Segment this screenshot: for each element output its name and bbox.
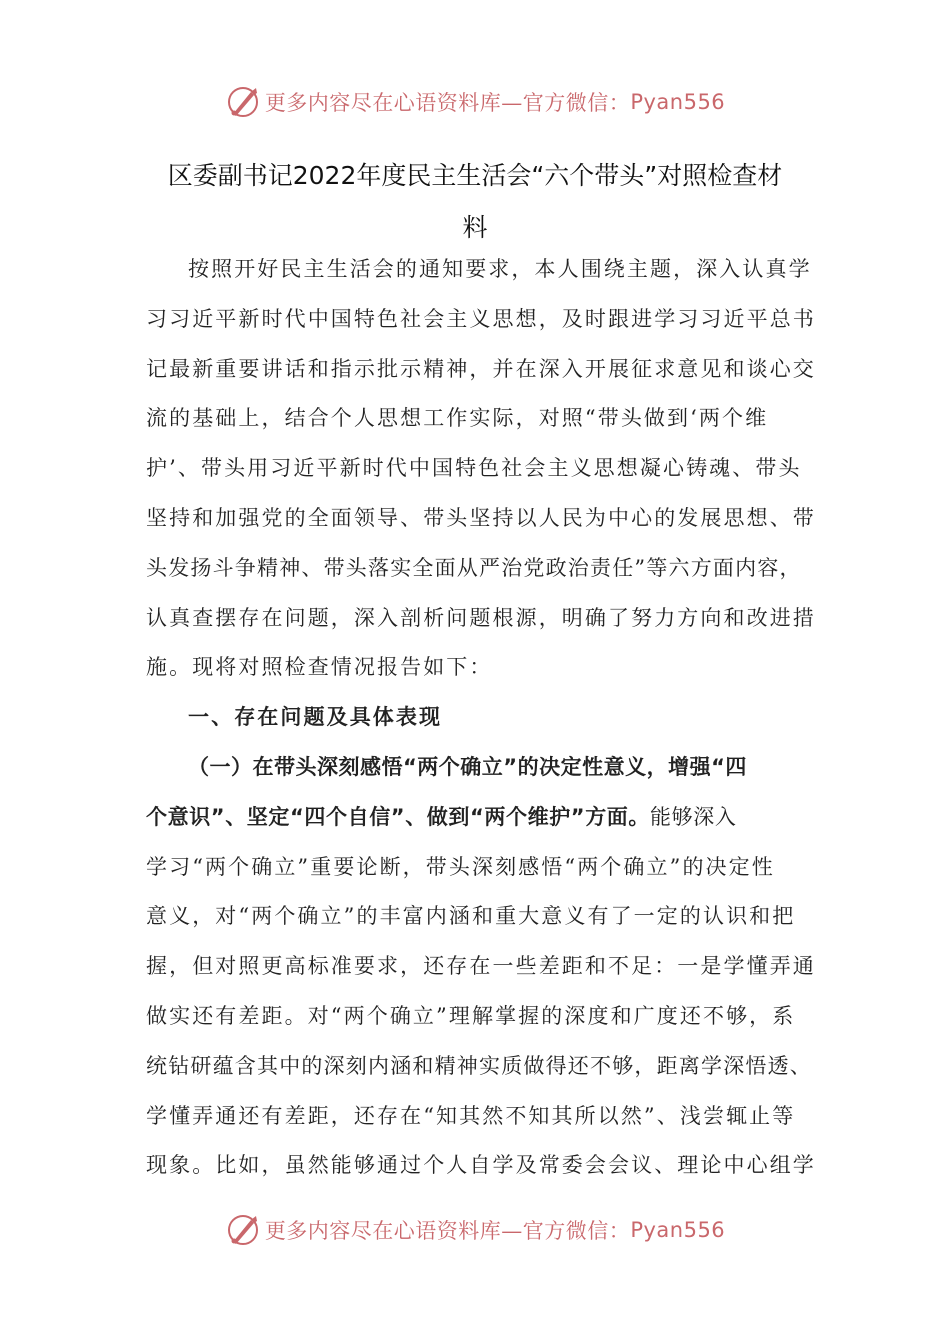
intro-line: 坚持和加强党的全面领导、带头坚持以人民为中心的发展思想、带 (146, 505, 816, 530)
intro-line: 记最新重要讲话和指示批示精神，并在深入开展征求意见和谈心交 (146, 356, 816, 381)
intro-line: 认真查摆存在问题，深入剖析问题根源，明确了努力方向和改进措 (146, 605, 816, 630)
title-line-2: 料 (462, 213, 488, 242)
watermark-banner-bottom (0, 1208, 950, 1252)
body-line: 现象。比如，虽然能够通过个人自学及常委会会议、理论中心组学 (146, 1153, 816, 1178)
intro-line: 施。现将对照检查情况报告如下： (146, 655, 493, 680)
intro-line: 按照开好民主生活会的通知要求，本人围绕主题，深入认真学 (188, 257, 812, 281)
watermark-text: 更多内容尽在心语资料库—官方微信： (264, 91, 631, 115)
subsection-heading-line-1: （一）在带头深刻感悟“两个确立”的决定性意义，增强“四 (188, 754, 747, 779)
quill-pen-icon (225, 84, 261, 120)
document-title (0, 150, 950, 254)
watermark-wechat-id: Pyan556 (630, 1218, 726, 1242)
body-line: 握，但对照更高标准要求，还存在一些差距和不足：一是学懂弄通 (146, 954, 816, 979)
section-heading: 一、存在问题及具体表现 (188, 705, 443, 730)
body-line: 统钻研蕴含其中的深刻内涵和精神实质做得还不够，距离学深悟透、 (146, 1053, 812, 1078)
title-line-1: 区委副书记2022年度民主生活会“六个带头”对照检查材 (167, 161, 783, 190)
subsection-heading-bold: 个意识”、坚定“四个自信”、做到“两个维护”方面。 (146, 804, 651, 829)
body-line: 做实还有差距。对“两个确立”理解掌握的深度和广度还不够，系 (146, 1003, 796, 1028)
intro-line: 习习近平新时代中国特色社会主义思想，及时跟进学习习近平总书 (146, 306, 816, 331)
document-body (146, 245, 816, 1191)
body-line: 意义，对“两个确立”的丰富内涵和重大意义有了一定的认识和把 (146, 904, 796, 929)
watermark-banner-top (0, 80, 950, 124)
watermark-text: 更多内容尽在心语资料库—官方微信： (264, 1219, 631, 1243)
intro-line: 头发扬斗争精神、带头落实全面从严治党政治责任”等六方面内容， (146, 555, 802, 580)
intro-line: 护’、带头用习近平新时代中国特色社会主义思想凝心铸魂、带头 (146, 456, 802, 481)
subsection-heading-rest: 能够深入 (650, 804, 737, 829)
quill-pen-icon (225, 1212, 261, 1248)
subsection-heading-line-2 (146, 793, 816, 843)
body-line: 学懂弄通还有差距，还存在“知其然不知其所以然”、浅尝辄止等 (146, 1103, 796, 1128)
body-line: 学习“两个确立”重要论断，带头深刻感悟“两个确立”的决定性 (146, 854, 775, 879)
intro-line: 流的基础上，结合个人思想工作实际，对照“带头做到‘两个维 (146, 406, 769, 431)
watermark-wechat-id: Pyan556 (630, 90, 726, 114)
